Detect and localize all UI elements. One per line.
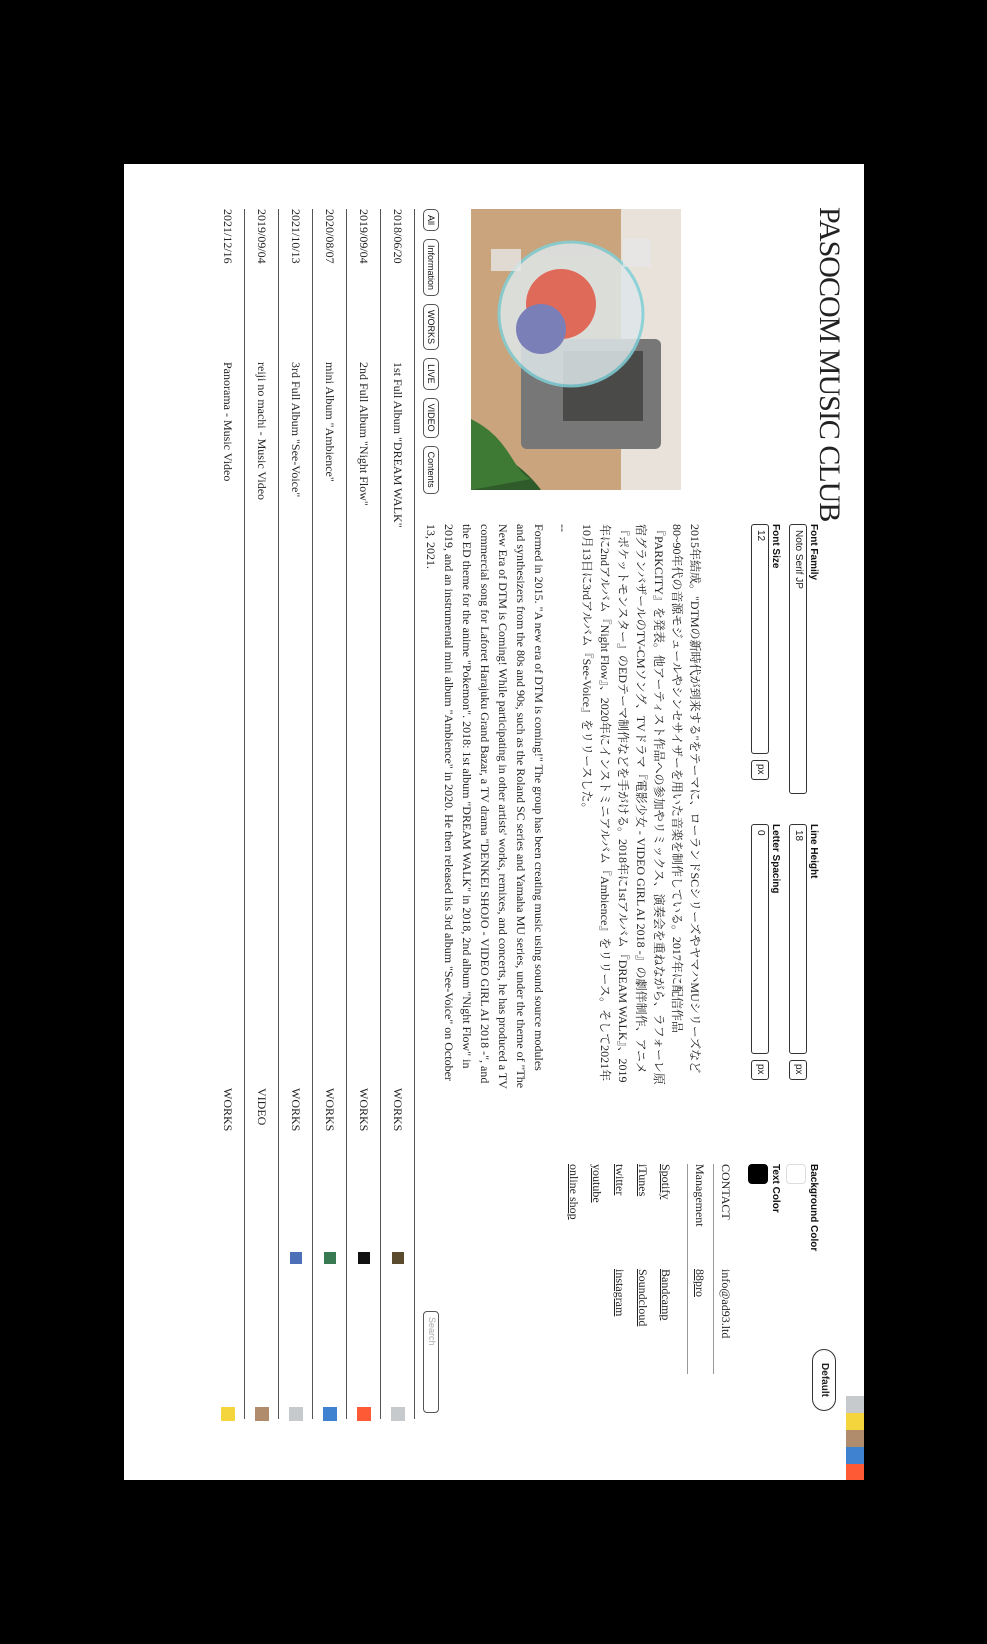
table-row[interactable] [245,209,279,1419]
row-category: WORKS [221,1088,235,1132]
text-color-label: Text Color [770,1164,781,1213]
filter-bar [423,209,439,494]
contact-email[interactable]: info@ad93.ltd [719,1269,733,1339]
background-color-swatch[interactable] [786,1164,806,1184]
letter-spacing-input[interactable]: 0 [751,824,769,1054]
row-date: 2021/10/13 [289,209,303,264]
row-title[interactable]: 3rd Full Album "See-Voice" [289,362,303,498]
row-date: 2018/06/20 [391,209,405,264]
management-label: Management [693,1164,707,1227]
entries-table [211,209,415,1419]
row-thumbnail [324,1252,336,1264]
filter-contents[interactable]: Contents [423,446,439,494]
table-row[interactable] [211,209,245,1419]
link-bandcamp[interactable]: Bandcamp [659,1269,673,1321]
link-itunes[interactable]: iTunes [636,1164,650,1197]
line-height-unit[interactable]: px [789,1060,807,1080]
font-size-label: Font Size [770,524,781,569]
filter-live[interactable]: LIVE [423,358,439,390]
contact-row [713,1164,739,1374]
palette-swatch[interactable] [846,1413,864,1430]
row-category: WORKS [289,1088,303,1132]
row-thumbnail [392,1252,404,1264]
row-title[interactable]: mini Album "Ambience" [323,362,337,482]
row-color-tag [221,1407,235,1421]
description [416,524,704,1089]
font-family-input[interactable]: Noto Serif JP [789,524,807,794]
row-title[interactable]: 2nd Full Album "Night Flow" [357,362,371,506]
row-thumbnail [290,1252,302,1264]
row-title[interactable]: Panorama - Music Video [221,362,235,482]
rotated-canvas [124,164,864,1480]
description-separator: -- [556,524,570,532]
filter-works[interactable]: WORKS [423,304,439,350]
row-color-tag [391,1407,405,1421]
palette-swatch[interactable] [846,1447,864,1464]
row-title[interactable]: 1st Full Album "DREAM WALK" [391,362,405,528]
line-height-input[interactable]: 18 [789,824,807,1054]
external-links [566,1164,687,1374]
line-height-label: Line Height [808,824,819,879]
font-family-label: Font Family [808,524,819,581]
palette-swatch[interactable] [846,1430,864,1447]
link-spotify[interactable]: Spotify [659,1164,673,1200]
row-category: WORKS [391,1088,405,1132]
letter-spacing-label: Letter Spacing [770,824,781,894]
description-en: Formed in 2015. "A new era of DTM is coming!" The group has been creating music using sound source modules and synthesizers from the 80s and 90s, such as the Roland SC series and Yamaha MU series, under the theme of "The New Era of DTM is Coming! While participating in other artists' works, remixes, and concerts, he has produced a TV commercial song for Laforet Harajuku Grand Bazar, a TV drama "DENKEI SHOJO - VIDEO GIRL AI 2018 -", and the ED theme for the anime "Pokemon". 2018: 1st album "DREAM WALK" in 2018, 2nd album "Night Flow" in 2019, and an instrumental mini album "Ambience" in 2020. He then released his 3rd album "See-Voice" on October 13, 2021. [424,524,546,1089]
row-date: 2019/09/04 [255,209,269,264]
photo-illustration [471,209,681,490]
row-color-tag [323,1407,337,1421]
letter-spacing-unit[interactable]: px [751,1060,769,1080]
artist-photo [471,209,681,490]
color-palette [846,1396,864,1480]
table-row[interactable] [279,209,313,1419]
row-date: 2020/08/07 [323,209,337,264]
row-title[interactable]: reiji no machi - Music Video [255,362,269,501]
font-size-input[interactable]: 12 [751,524,769,754]
table-row[interactable] [381,209,415,1419]
row-date: 2019/09/04 [357,209,371,264]
table-row[interactable] [313,209,347,1419]
row-color-tag [289,1407,303,1421]
description-ja: 2015年結成。"DTMの新時代が到来する"をテーマに、ローランドSCシリーズやヤマハMUシリーズなど80~90年代の音源モジュールやシンセサイザーを用いた音楽を制作している。2017年に配信作品『PARKCITY』を発表。他アーティスト作品への参加やリミックス、演奏会を重ねながら、ラフォーレ原宿グランバザールのTV-CMソング、TVドラマ『電影少女 - VIDEO GIRL AI 2018 -』の劇伴制作、アニメ『ポケットモンスター』のEDテーマ制作などを手がける。2018年に1stアルバム『DREAM WALK』、2019年に2ndアルバム『Night Flow』、2020年にインストミニアルバム『Ambience』をリリース。そして2021年10月13日に3rdアルバム『See-Voice』をリリースした。 [580,524,702,1085]
row-color-tag [255,1407,269,1421]
contact-label: CONTACT [719,1164,733,1220]
contact-section [566,1164,739,1374]
site-title: PASOCOM MUSIC CLUB [813,207,846,522]
filter-all[interactable]: All [423,209,439,231]
management-row [687,1164,713,1374]
link-youtube[interactable]: youtube [590,1164,604,1203]
row-thumbnail [358,1252,370,1264]
row-category: WORKS [323,1088,337,1132]
link-instagram[interactable]: instagram [613,1269,627,1317]
row-date: 2021/12/16 [221,209,235,264]
table-row[interactable] [347,209,381,1419]
text-color-swatch[interactable] [748,1164,768,1184]
row-color-tag [357,1407,371,1421]
row-category: VIDEO [255,1088,269,1126]
page [124,164,864,1480]
filter-video[interactable]: VIDEO [423,398,439,438]
link-soundcloud[interactable]: Soundcloud [636,1269,650,1327]
font-size-unit[interactable]: px [751,760,769,780]
search-input[interactable]: Search [423,1311,439,1413]
link-online-shop[interactable]: online shop [567,1164,581,1220]
background-color-label: Background Color [808,1164,819,1252]
palette-swatch[interactable] [846,1396,864,1413]
link-twitter[interactable]: twitter [613,1164,627,1196]
management-link[interactable]: 88pro [693,1269,707,1297]
filter-information[interactable]: Information [423,239,439,296]
row-category: WORKS [357,1088,371,1132]
default-button[interactable]: Default [812,1349,836,1411]
palette-swatch[interactable] [846,1464,864,1480]
